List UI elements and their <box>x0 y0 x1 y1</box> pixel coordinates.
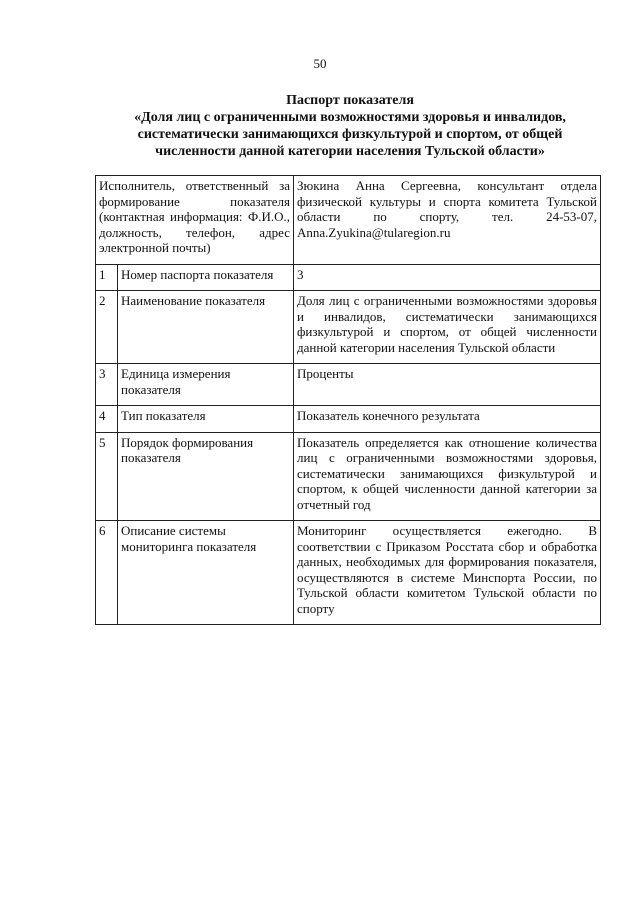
row-name: Номер паспорта показателя <box>118 264 294 291</box>
document-title <box>100 92 600 160</box>
passport-table <box>95 175 601 625</box>
row-number: 3 <box>96 364 118 406</box>
table-row <box>96 264 601 291</box>
table-row <box>96 364 601 406</box>
row-number: 4 <box>96 406 118 433</box>
table-row <box>96 291 601 364</box>
executor-label: Исполнитель, ответственный за формирование показателя (контактная информация: Ф.И.О., должность, телефон, адрес электронной почты) <box>96 176 294 265</box>
row-value: Показатель определяется как отношение количества лиц с ограниченными возможностями здоровья, систематически занимающихся физкультурой и спортом, к общей численности данной категории за отчетный год <box>294 432 601 521</box>
table-row-executor <box>96 176 601 265</box>
row-name: Наименование показателя <box>118 291 294 364</box>
title-line: систематически занимающихся физкультурой и спортом, от общей <box>137 127 563 142</box>
row-name: Порядок формирования показателя <box>118 432 294 521</box>
row-number: 6 <box>96 521 118 625</box>
table-row <box>96 521 601 625</box>
row-number: 5 <box>96 432 118 521</box>
row-value: Показатель конечного результата <box>294 406 601 433</box>
row-name: Единица измерения показателя <box>118 364 294 406</box>
row-number: 1 <box>96 264 118 291</box>
row-name: Тип показателя <box>118 406 294 433</box>
title-line: Паспорт показателя <box>286 93 414 108</box>
row-value: Доля лиц с ограниченными возможностями здоровья и инвалидов, систематически занимающихся физкультурой и спортом, от общей численности данной категории населения Тульской области <box>294 291 601 364</box>
row-value: Мониторинг осуществляется ежегодно. В соответствии с Приказом Росстата сбор и обработка данных, необходимых для формирования показателя, осуществляются в системе Минспорта России, по Тульской области комитетом Тульской области по спорту <box>294 521 601 625</box>
row-name: Описание системы мониторинга показателя <box>118 521 294 625</box>
row-value: Проценты <box>294 364 601 406</box>
title-line: «Доля лиц с ограниченными возможностями здоровья и инвалидов, <box>134 110 566 125</box>
title-line: численности данной категории населения Тульской области» <box>155 144 545 159</box>
row-number: 2 <box>96 291 118 364</box>
executor-value: Зюкина Анна Сергеевна, консультант отдела физической культуры и спорта комитета Тульской области по спорту, тел. 24-53-07, Anna.Zyukina@tularegion.ru <box>294 176 601 265</box>
page-number: 50 <box>313 56 327 71</box>
row-value: 3 <box>294 264 601 291</box>
table-row <box>96 406 601 433</box>
table-row <box>96 432 601 521</box>
